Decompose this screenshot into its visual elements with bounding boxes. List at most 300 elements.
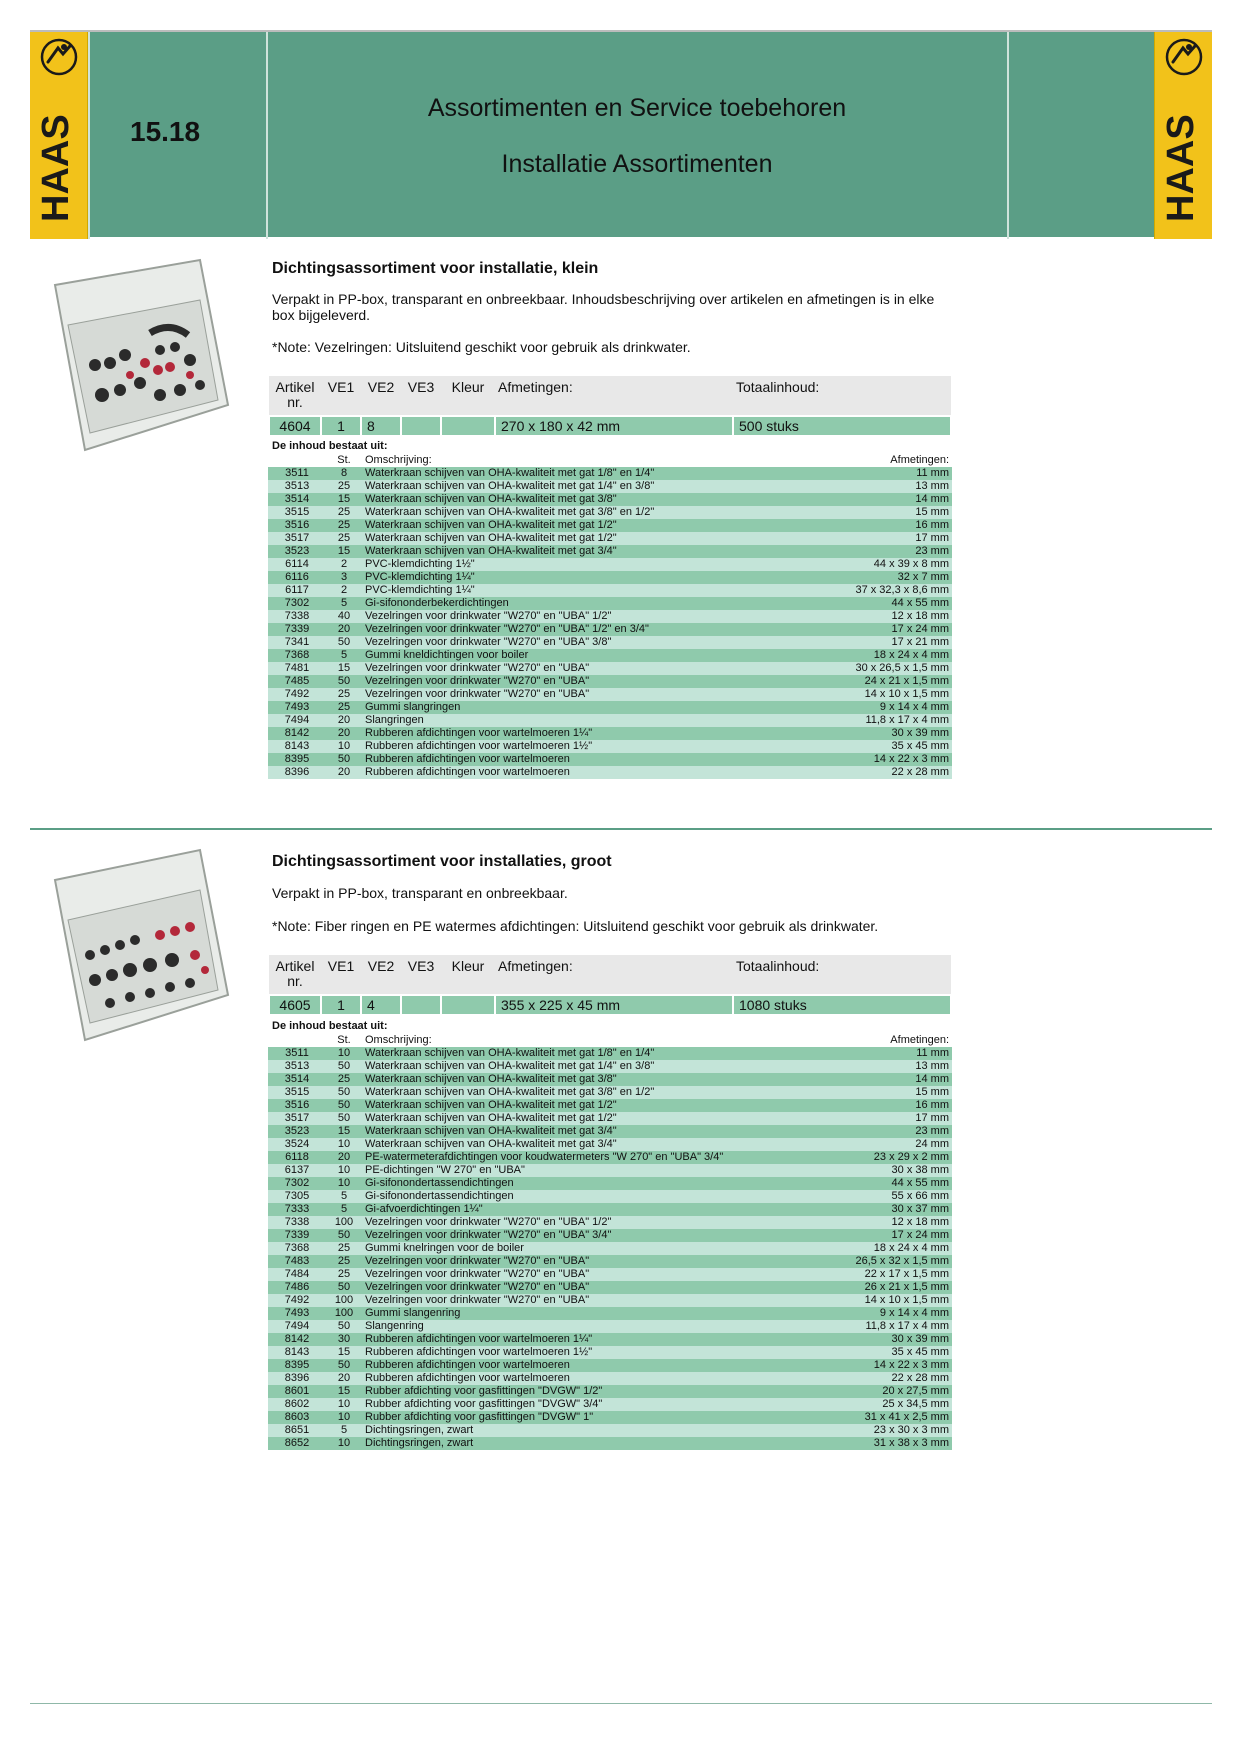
item-dimensions: 9 x 14 x 4 mm <box>782 701 952 714</box>
contents-row <box>268 1164 952 1177</box>
contents-row <box>268 1307 952 1320</box>
item-dimensions: 23 x 29 x 2 mm <box>782 1151 952 1164</box>
item-article-nr: 8143 <box>268 1346 326 1359</box>
item-article-nr: 7341 <box>268 636 326 649</box>
ve3-value <box>401 416 441 436</box>
item-dimensions: 14 x 22 x 3 mm <box>782 753 952 766</box>
contents-row <box>268 1359 952 1372</box>
contents-row <box>268 1099 952 1112</box>
item-article-nr: 7493 <box>268 701 326 714</box>
item-article-nr: 6137 <box>268 1164 326 1177</box>
item-quantity: 10 <box>326 1398 362 1411</box>
item-dimensions: 30 x 26,5 x 1,5 mm <box>782 662 952 675</box>
item-article-nr: 8602 <box>268 1398 326 1411</box>
item-article-nr: 7492 <box>268 688 326 701</box>
item-dimensions: 14 x 10 x 1,5 mm <box>782 688 952 701</box>
artikel-nr: 4605 <box>269 995 321 1015</box>
contents-row <box>268 1398 952 1411</box>
ve1-value: 1 <box>321 995 361 1015</box>
item-quantity: 15 <box>326 1346 362 1359</box>
item-dimensions: 32 x 7 mm <box>782 571 952 584</box>
item-article-nr: 7368 <box>268 1242 326 1255</box>
header-divider <box>88 32 90 239</box>
ve3-value <box>401 995 441 1015</box>
item-article-nr: 8601 <box>268 1385 326 1398</box>
contents-row <box>268 1372 952 1385</box>
item-description: Waterkraan schijven van OHA-kwaliteit met gat 1/4" en 3/8" <box>362 480 782 493</box>
item-description: Rubberen afdichtingen voor wartelmoeren 1½" <box>362 740 782 753</box>
contents-row <box>268 766 952 779</box>
item-dimensions: 17 x 24 mm <box>782 1229 952 1242</box>
item-dimensions: 30 x 39 mm <box>782 1333 952 1346</box>
col-ve3: VE3 <box>401 376 441 416</box>
item-dimensions: 44 x 55 mm <box>782 1177 952 1190</box>
ve2-value: 4 <box>361 995 401 1015</box>
item-description: Rubberen afdichtingen voor wartelmoeren 1¼" <box>362 727 782 740</box>
spec-table <box>268 376 952 437</box>
contents-row <box>268 1203 952 1216</box>
spec-header-row <box>269 376 951 416</box>
contents-row <box>268 1294 952 1307</box>
item-quantity: 15 <box>326 545 362 558</box>
item-dimensions: 55 x 66 mm <box>782 1190 952 1203</box>
item-quantity: 30 <box>326 1333 362 1346</box>
contents-row <box>268 480 952 493</box>
footer-divider <box>30 1703 1212 1704</box>
contents-title: De inhoud bestaat uit: <box>272 1020 388 1032</box>
contents-row <box>268 675 952 688</box>
item-description: Gummi knelringen voor de boiler <box>362 1242 782 1255</box>
item-quantity: 25 <box>326 688 362 701</box>
item-article-nr: 8395 <box>268 753 326 766</box>
item-article-nr: 8651 <box>268 1424 326 1437</box>
item-article-nr: 6114 <box>268 558 326 571</box>
col-kleur: Kleur <box>441 955 495 995</box>
ve2-value: 8 <box>361 416 401 436</box>
col-st: St. <box>326 1034 362 1047</box>
item-dimensions: 35 x 45 mm <box>782 1346 952 1359</box>
col-ve3: VE3 <box>401 955 441 995</box>
page-subtitle: Installatie Assortimenten <box>501 150 773 178</box>
item-dimensions: 44 x 39 x 8 mm <box>782 558 952 571</box>
item-article-nr: 6117 <box>268 584 326 597</box>
col-afmetingen: Afmetingen: <box>495 955 733 995</box>
item-article-nr: 7493 <box>268 1307 326 1320</box>
item-quantity: 25 <box>326 519 362 532</box>
haas-logo-icon <box>1155 32 1213 239</box>
item-article-nr: 3513 <box>268 480 326 493</box>
item-article-nr: 7302 <box>268 597 326 610</box>
item-dimensions: 17 x 21 mm <box>782 636 952 649</box>
contents-row <box>268 740 952 753</box>
item-dimensions: 20 x 27,5 mm <box>782 1385 952 1398</box>
item-description: Waterkraan schijven van OHA-kwaliteit met gat 1/8" en 1/4" <box>362 467 782 480</box>
item-quantity: 50 <box>326 1060 362 1073</box>
item-quantity: 20 <box>326 1151 362 1164</box>
item-dimensions: 30 x 38 mm <box>782 1164 952 1177</box>
product-image <box>50 845 230 1045</box>
item-quantity: 50 <box>326 753 362 766</box>
item-dimensions: 14 x 22 x 3 mm <box>782 1359 952 1372</box>
item-article-nr: 7333 <box>268 1203 326 1216</box>
item-article-nr: 8142 <box>268 727 326 740</box>
item-quantity: 15 <box>326 1125 362 1138</box>
contents-row <box>268 1086 952 1099</box>
contents-row <box>268 1151 952 1164</box>
item-description: Vezelringen voor drinkwater "W270" en "UBA" <box>362 1294 782 1307</box>
contents-row <box>268 1216 952 1229</box>
item-article-nr: 7484 <box>268 1268 326 1281</box>
item-quantity: 15 <box>326 493 362 506</box>
contents-row <box>268 1411 952 1424</box>
contents-table <box>268 454 952 779</box>
item-dimensions: 17 mm <box>782 532 952 545</box>
contents-row <box>268 1385 952 1398</box>
item-dimensions: 17 mm <box>782 1112 952 1125</box>
item-dimensions: 11,8 x 17 x 4 mm <box>782 1320 952 1333</box>
item-description: Vezelringen voor drinkwater "W270" en "UBA" 3/8" <box>362 636 782 649</box>
item-dimensions: 30 x 39 mm <box>782 727 952 740</box>
afmetingen-value: 270 x 180 x 42 mm <box>495 416 733 436</box>
kleur-value <box>441 416 495 436</box>
item-quantity: 15 <box>326 662 362 675</box>
item-dimensions: 18 x 24 x 4 mm <box>782 649 952 662</box>
item-description: Vezelringen voor drinkwater "W270" en "UBA" <box>362 1255 782 1268</box>
item-description: Waterkraan schijven van OHA-kwaliteit met gat 3/8" <box>362 1073 782 1086</box>
item-article-nr: 7338 <box>268 1216 326 1229</box>
item-dimensions: 13 mm <box>782 1060 952 1073</box>
item-dimensions: 22 x 17 x 1,5 mm <box>782 1268 952 1281</box>
item-article-nr: 3515 <box>268 506 326 519</box>
item-dimensions: 31 x 41 x 2,5 mm <box>782 1411 952 1424</box>
logo-text: HAAS <box>35 114 77 222</box>
item-article-nr: 7494 <box>268 714 326 727</box>
item-quantity: 50 <box>326 636 362 649</box>
item-description: Gummi kneldichtingen voor boiler <box>362 649 782 662</box>
contents-row <box>268 1242 952 1255</box>
col-totaal: Totaalinhoud: <box>733 376 951 416</box>
item-description: Waterkraan schijven van OHA-kwaliteit met gat 3/4" <box>362 1125 782 1138</box>
col-artikel: Artikel nr. <box>269 955 321 995</box>
item-article-nr: 7486 <box>268 1281 326 1294</box>
item-description: Waterkraan schijven van OHA-kwaliteit met gat 3/8" en 1/2" <box>362 1086 782 1099</box>
item-quantity: 20 <box>326 1372 362 1385</box>
page-title: Assortimenten en Service toebehoren <box>427 94 847 122</box>
item-description: Vezelringen voor drinkwater "W270" en "UBA" <box>362 1268 782 1281</box>
item-article-nr: 7339 <box>268 623 326 636</box>
item-quantity: 25 <box>326 1255 362 1268</box>
contents-row <box>268 1281 952 1294</box>
item-article-nr: 6118 <box>268 1151 326 1164</box>
item-article-nr: 6116 <box>268 571 326 584</box>
item-quantity: 25 <box>326 532 362 545</box>
contents-row <box>268 558 952 571</box>
item-quantity: 100 <box>326 1307 362 1320</box>
totaal-value: 1080 stuks <box>733 995 951 1015</box>
contents-row <box>268 701 952 714</box>
contents-row <box>268 1138 952 1151</box>
item-dimensions: 15 mm <box>782 506 952 519</box>
col-ve2: VE2 <box>361 955 401 995</box>
item-article-nr: 3517 <box>268 532 326 545</box>
item-quantity: 50 <box>326 1099 362 1112</box>
col-artikel: Artikel nr. <box>269 376 321 416</box>
item-description: Gummi slangenring <box>362 1307 782 1320</box>
contents-row <box>268 571 952 584</box>
gasket-assortment-box-image <box>50 255 230 455</box>
item-description: Rubber afdichting voor gasfittingen "DVGW" 1/2" <box>362 1385 782 1398</box>
item-article-nr: 3523 <box>268 545 326 558</box>
contents-title: De inhoud bestaat uit: <box>272 440 388 452</box>
item-quantity: 20 <box>326 766 362 779</box>
contents-row <box>268 597 952 610</box>
artikel-nr: 4604 <box>269 416 321 436</box>
item-article-nr: 8395 <box>268 1359 326 1372</box>
item-dimensions: 26 x 21 x 1,5 mm <box>782 1281 952 1294</box>
contents-row <box>268 649 952 662</box>
item-description: Waterkraan schijven van OHA-kwaliteit met gat 3/4" <box>362 545 782 558</box>
item-description: Slangringen <box>362 714 782 727</box>
item-dimensions: 11 mm <box>782 1047 952 1060</box>
contents-table <box>268 1034 952 1450</box>
contents-row <box>268 506 952 519</box>
item-description: Gummi slangringen <box>362 701 782 714</box>
item-dimensions: 17 x 24 mm <box>782 623 952 636</box>
item-dimensions: 11,8 x 17 x 4 mm <box>782 714 952 727</box>
item-article-nr: 3511 <box>268 467 326 480</box>
contents-row <box>268 1190 952 1203</box>
contents-row <box>268 1112 952 1125</box>
page-number: 15.18 <box>130 116 201 147</box>
item-description: Dichtingsringen, zwart <box>362 1437 782 1450</box>
item-dimensions: 31 x 38 x 3 mm <box>782 1437 952 1450</box>
contents-row <box>268 1060 952 1073</box>
item-description: Waterkraan schijven van OHA-kwaliteit met gat 1/8" en 1/4" <box>362 1047 782 1060</box>
item-quantity: 20 <box>326 727 362 740</box>
item-article-nr: 7481 <box>268 662 326 675</box>
item-dimensions: 24 mm <box>782 1138 952 1151</box>
gasket-assortment-box-image <box>50 845 230 1045</box>
item-description: Slangenring <box>362 1320 782 1333</box>
contents-row <box>268 753 952 766</box>
item-article-nr: 8396 <box>268 766 326 779</box>
item-dimensions: 25 x 34,5 mm <box>782 1398 952 1411</box>
contents-row <box>268 662 952 675</box>
item-article-nr: 3515 <box>268 1086 326 1099</box>
page-header <box>30 30 1212 237</box>
item-description: PVC-klemdichting 1½" <box>362 558 782 571</box>
item-description: Waterkraan schijven van OHA-kwaliteit met gat 3/8" en 1/2" <box>362 506 782 519</box>
item-quantity: 8 <box>326 467 362 480</box>
item-quantity: 50 <box>326 675 362 688</box>
item-description: Vezelringen voor drinkwater "W270" en "UBA" 3/4" <box>362 1229 782 1242</box>
item-quantity: 5 <box>326 597 362 610</box>
item-dimensions: 12 x 18 mm <box>782 610 952 623</box>
item-description: Vezelringen voor drinkwater "W270" en "UBA" <box>362 1281 782 1294</box>
item-description: Vezelringen voor drinkwater "W270" en "UBA" 1/2" <box>362 1216 782 1229</box>
item-description: Vezelringen voor drinkwater "W270" en "UBA" <box>362 688 782 701</box>
item-article-nr: 3523 <box>268 1125 326 1138</box>
contents-header-row <box>268 1034 952 1047</box>
item-dimensions: 23 x 30 x 3 mm <box>782 1424 952 1437</box>
item-quantity: 25 <box>326 1073 362 1086</box>
item-article-nr: 8603 <box>268 1411 326 1424</box>
item-description: Waterkraan schijven van OHA-kwaliteit met gat 1/2" <box>362 519 782 532</box>
contents-row <box>268 1268 952 1281</box>
item-article-nr: 3516 <box>268 519 326 532</box>
item-dimensions: 16 mm <box>782 1099 952 1112</box>
item-description: Waterkraan schijven van OHA-kwaliteit met gat 1/2" <box>362 532 782 545</box>
item-description: Rubberen afdichtingen voor wartelmoeren 1½" <box>362 1346 782 1359</box>
item-quantity: 2 <box>326 584 362 597</box>
item-article-nr: 3511 <box>268 1047 326 1060</box>
item-article-nr: 7492 <box>268 1294 326 1307</box>
item-quantity: 10 <box>326 1411 362 1424</box>
item-article-nr: 7302 <box>268 1177 326 1190</box>
product-description: Verpakt in PP-box, transparant en onbreekbaar. Inhoudsbeschrijving over artikelen en afmetingen is in elke box bijgeleverd. <box>272 291 935 323</box>
col-st: St. <box>326 454 362 467</box>
item-quantity: 10 <box>326 1138 362 1151</box>
item-description: Gi-sifonondertassendichtingen <box>362 1190 782 1203</box>
product-title: Dichtingsassortiment voor installatie, klein <box>272 260 599 277</box>
item-dimensions: 13 mm <box>782 480 952 493</box>
item-dimensions: 23 mm <box>782 1125 952 1138</box>
spec-row <box>269 416 951 436</box>
item-dimensions: 37 x 32,3 x 8,6 mm <box>782 584 952 597</box>
col-totaal: Totaalinhoud: <box>733 955 951 995</box>
item-quantity: 50 <box>326 1320 362 1333</box>
product-note: *Note: Vezelringen: Uitsluitend geschikt voor gebruik als drinkwater. <box>272 339 691 355</box>
item-description: Waterkraan schijven van OHA-kwaliteit met gat 3/4" <box>362 1138 782 1151</box>
contents-row <box>268 623 952 636</box>
item-description: Vezelringen voor drinkwater "W270" en "UBA" 1/2" <box>362 610 782 623</box>
item-quantity: 10 <box>326 740 362 753</box>
contents-row <box>268 1177 952 1190</box>
contents-row <box>268 688 952 701</box>
item-article-nr: 3516 <box>268 1099 326 1112</box>
col-kleur: Kleur <box>441 376 495 416</box>
item-quantity: 50 <box>326 1086 362 1099</box>
totaal-value: 500 stuks <box>733 416 951 436</box>
col-afmetingen: Afmetingen: <box>495 376 733 416</box>
item-description: PVC-klemdichting 1¼" <box>362 584 782 597</box>
contents-row <box>268 727 952 740</box>
product-description: Verpakt in PP-box, transparant en onbreekbaar. <box>272 885 568 901</box>
item-article-nr: 8142 <box>268 1333 326 1346</box>
contents-row <box>268 1047 952 1060</box>
col-ve1: VE1 <box>321 955 361 995</box>
item-article-nr: 8396 <box>268 1372 326 1385</box>
item-dimensions: 11 mm <box>782 467 952 480</box>
ve1-value: 1 <box>321 416 361 436</box>
contents-row <box>268 1437 952 1450</box>
item-quantity: 25 <box>326 1268 362 1281</box>
col-ve1: VE1 <box>321 376 361 416</box>
item-article-nr: 7485 <box>268 675 326 688</box>
contents-row <box>268 1346 952 1359</box>
contents-row <box>268 1125 952 1138</box>
item-description: Rubberen afdichtingen voor wartelmoeren <box>362 1359 782 1372</box>
haas-logo <box>30 32 88 239</box>
contents-row <box>268 1320 952 1333</box>
contents-row <box>268 584 952 597</box>
item-article-nr: 3514 <box>268 1073 326 1086</box>
item-description: Gi-sifononderbekerdichtingen <box>362 597 782 610</box>
spec-row <box>269 995 951 1015</box>
item-article-nr: 3517 <box>268 1112 326 1125</box>
item-dimensions: 15 mm <box>782 1086 952 1099</box>
item-dimensions: 30 x 37 mm <box>782 1203 952 1216</box>
contents-row <box>268 636 952 649</box>
item-description: Vezelringen voor drinkwater "W270" en "UBA" <box>362 675 782 688</box>
item-quantity: 100 <box>326 1294 362 1307</box>
item-description: Gi-afvoerdichtingen 1¼" <box>362 1203 782 1216</box>
item-article-nr: 7305 <box>268 1190 326 1203</box>
item-quantity: 20 <box>326 623 362 636</box>
item-dimensions: 26,5 x 32 x 1,5 mm <box>782 1255 952 1268</box>
logo-text: HAAS <box>1160 114 1202 222</box>
item-article-nr: 7339 <box>268 1229 326 1242</box>
item-dimensions: 18 x 24 x 4 mm <box>782 1242 952 1255</box>
item-dimensions: 24 x 21 x 1,5 mm <box>782 675 952 688</box>
item-quantity: 50 <box>326 1229 362 1242</box>
item-description: Vezelringen voor drinkwater "W270" en "UBA" <box>362 662 782 675</box>
item-article-nr: 3514 <box>268 493 326 506</box>
contents-row <box>268 493 952 506</box>
item-article-nr: 7338 <box>268 610 326 623</box>
item-quantity: 25 <box>326 480 362 493</box>
contents-row <box>268 1424 952 1437</box>
item-article-nr: 7368 <box>268 649 326 662</box>
item-description: PE-watermeterafdichtingen voor koudwatermeters "W 270" en "UBA" 3/4" <box>362 1151 782 1164</box>
item-quantity: 25 <box>326 701 362 714</box>
contents-row <box>268 714 952 727</box>
contents-row <box>268 1229 952 1242</box>
item-quantity: 10 <box>326 1047 362 1060</box>
item-dimensions: 9 x 14 x 4 mm <box>782 1307 952 1320</box>
contents-row <box>268 1333 952 1346</box>
item-quantity: 10 <box>326 1437 362 1450</box>
item-description: Waterkraan schijven van OHA-kwaliteit met gat 3/8" <box>362 493 782 506</box>
item-description: Rubberen afdichtingen voor wartelmoeren <box>362 753 782 766</box>
item-article-nr: 8143 <box>268 740 326 753</box>
item-dimensions: 22 x 28 mm <box>782 766 952 779</box>
item-dimensions: 23 mm <box>782 545 952 558</box>
item-quantity: 5 <box>326 649 362 662</box>
section-divider <box>30 828 1212 830</box>
col-omschrijving: Omschrijving: <box>362 1034 782 1047</box>
contents-row <box>268 1073 952 1086</box>
contents-header-row <box>268 454 952 467</box>
item-description: Gi-sifonondertassendichtingen <box>362 1177 782 1190</box>
item-quantity: 5 <box>326 1190 362 1203</box>
item-quantity: 3 <box>326 571 362 584</box>
item-description: Rubberen afdichtingen voor wartelmoeren <box>362 1372 782 1385</box>
item-description: Vezelringen voor drinkwater "W270" en "UBA" 1/2" en 3/4" <box>362 623 782 636</box>
item-article-nr: 3524 <box>268 1138 326 1151</box>
item-description: Waterkraan schijven van OHA-kwaliteit met gat 1/2" <box>362 1099 782 1112</box>
col-afmetingen: Afmetingen: <box>782 1034 952 1047</box>
item-quantity: 5 <box>326 1203 362 1216</box>
item-dimensions: 14 mm <box>782 1073 952 1086</box>
item-description: Rubber afdichting voor gasfittingen "DVGW" 3/4" <box>362 1398 782 1411</box>
item-article-nr: 3513 <box>268 1060 326 1073</box>
item-quantity: 10 <box>326 1164 362 1177</box>
item-quantity: 20 <box>326 714 362 727</box>
item-quantity: 100 <box>326 1216 362 1229</box>
contents-row <box>268 532 952 545</box>
item-quantity: 50 <box>326 1281 362 1294</box>
